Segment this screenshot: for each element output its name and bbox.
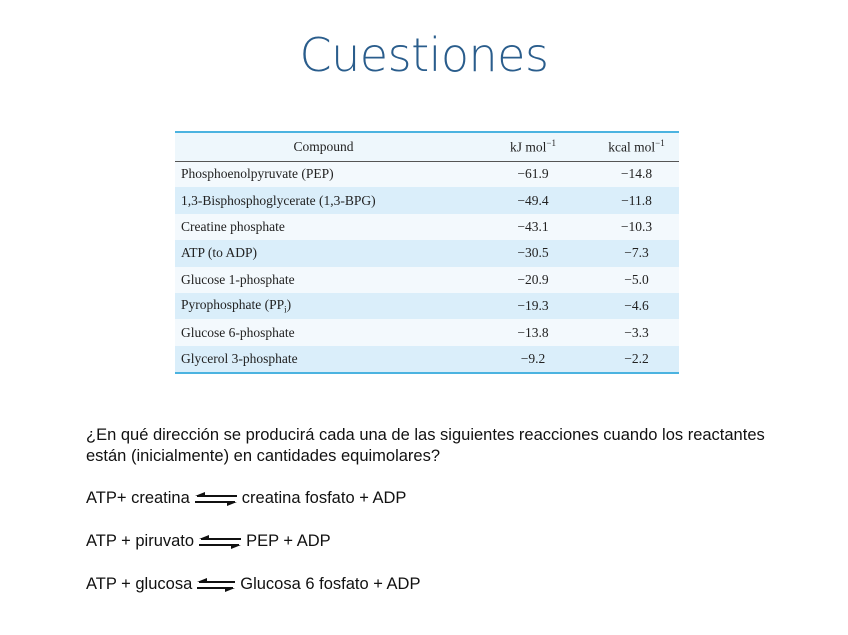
header-kj-exp: −1 [546, 138, 556, 148]
kj-cell: −49.4 [517, 192, 549, 208]
kj-cell: −20.9 [517, 271, 549, 287]
kj-cell: −30.5 [517, 245, 549, 261]
equilibrium-arrows-icon [193, 491, 239, 507]
table-row [175, 187, 679, 213]
kj-cell: −19.3 [517, 298, 549, 314]
kj-cell: −61.9 [517, 166, 549, 182]
header-kj-label: kJ mol [510, 139, 547, 155]
header-kj [472, 133, 594, 161]
compound-text: Pyrophosphate (PP [181, 297, 285, 313]
table-row [175, 240, 679, 266]
reaction-2 [86, 532, 331, 551]
header-compound: Compound [175, 133, 472, 161]
kcal-cell: −2.2 [624, 350, 649, 366]
page-title: Cuestiones [299, 28, 549, 82]
reaction-1 [86, 489, 406, 508]
table-row [175, 346, 679, 372]
kj-cell: −13.8 [517, 324, 549, 340]
reaction-3 [86, 575, 420, 594]
table-row [175, 214, 679, 240]
kcal-cell: −11.8 [621, 192, 652, 208]
kj-cell: −9.2 [520, 350, 546, 366]
reaction-2-right: PEP + ADP [246, 532, 331, 550]
header-kcal [594, 133, 679, 161]
compound-cell: Glucose 1-phosphate [181, 271, 295, 287]
question-text: ¿En qué dirección se producirá cada una de las siguientes reacciones cuando los reactantes están (inicialmente) en cantidades equimolares? [86, 426, 765, 465]
table-header-row [175, 133, 679, 161]
reaction-1-right: creatina fosfato + ADP [241, 489, 407, 507]
table-row [175, 161, 679, 187]
kcal-cell: −3.3 [624, 324, 649, 340]
compound-cell: ATP (to ADP) [181, 245, 258, 261]
header-kcal-label: kcal mol [608, 139, 656, 155]
table-row [175, 267, 679, 293]
kcal-cell: −14.8 [620, 166, 653, 182]
compound-subscript: i [284, 304, 287, 315]
reaction-3-right: Glucosa 6 fosfato + ADP [240, 575, 421, 593]
free-energy-table [175, 131, 679, 374]
table-row [175, 319, 679, 345]
kcal-cell: −5.0 [624, 271, 649, 287]
data-table [175, 133, 679, 372]
equilibrium-arrows-icon [195, 577, 237, 593]
compound-cell [175, 293, 472, 319]
kcal-cell: −10.3 [620, 218, 653, 234]
kcal-cell: −4.6 [624, 298, 649, 314]
kj-cell: −43.1 [517, 218, 549, 234]
compound-cell: Glycerol 3-phosphate [181, 350, 298, 366]
compound-cell: Creatine phosphate [181, 218, 285, 234]
kcal-cell: −7.3 [624, 245, 649, 261]
reaction-3-left: ATP + glucosa [86, 575, 193, 593]
table-row [175, 293, 679, 319]
compound-cell: 1,3-Bisphosphoglycerate (1,3-BPG) [181, 192, 376, 208]
reaction-1-left: ATP+ creatina [86, 489, 190, 507]
header-kcal-exp: −1 [655, 138, 665, 148]
compound-text-end: ) [286, 297, 292, 313]
equilibrium-arrows-icon [197, 534, 243, 550]
compound-cell: Glucose 6-phosphate [181, 324, 295, 340]
compound-cell: Phosphoenolpyruvate (PEP) [181, 166, 334, 182]
reaction-2-left: ATP + piruvato [86, 532, 195, 550]
